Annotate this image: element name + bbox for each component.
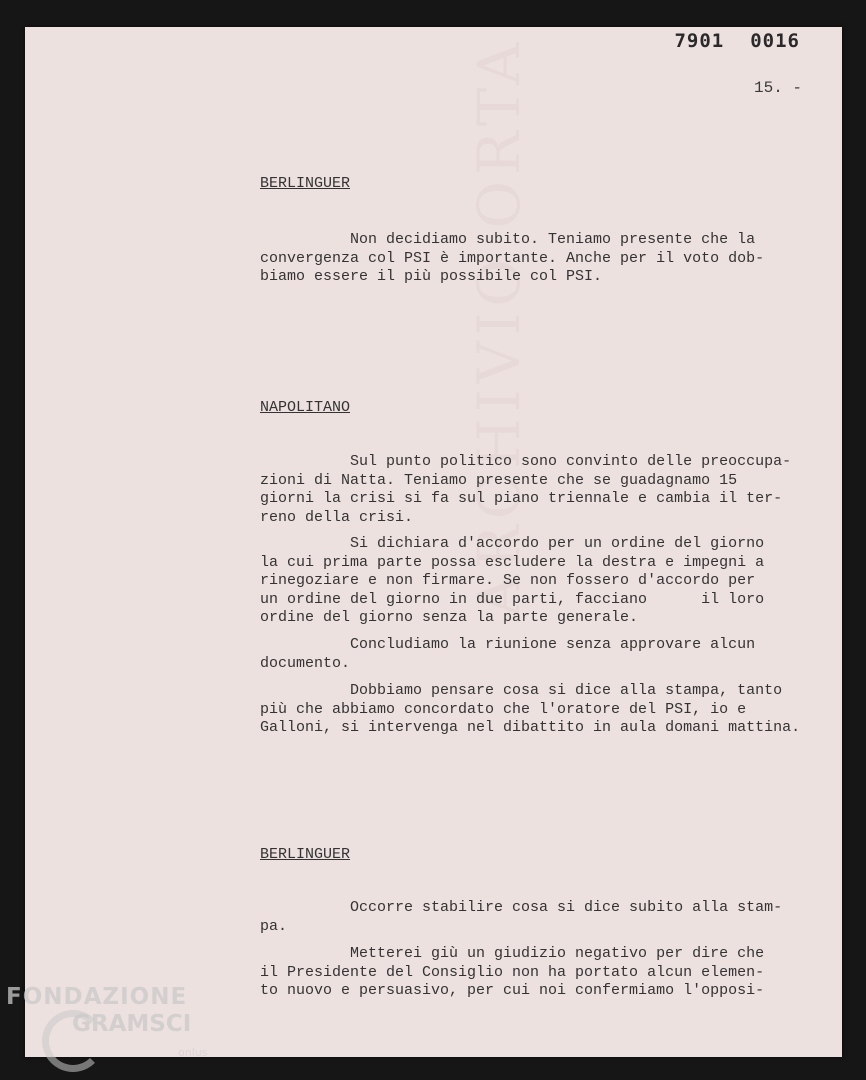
speaker-heading: BERLINGUER bbox=[260, 846, 351, 863]
paragraph: Concludiamo la riunione senza approvare alcun documento. bbox=[260, 636, 756, 672]
logo-ring-icon bbox=[42, 1010, 104, 1072]
logo-line-2: GRAMSCI bbox=[72, 1011, 192, 1037]
archive-watermark: ARCHIVIO ORTA bbox=[465, 37, 533, 617]
archive-series-number: 7901 bbox=[674, 30, 725, 52]
logo-line-3: onlus bbox=[178, 1046, 208, 1059]
paragraph: Si dichiara d'accordo per un ordine del giorno la cui prima parte possa escludere la destra e impegni a rinegoziare e non firmare. Se non fossero d'accordo per un ordine del giorno in due parti, facciano il loro ordine del giorno senza la parte generale. bbox=[260, 535, 765, 626]
paragraph: Sul punto politico sono convinto delle preoccupa- zioni di Natta. Teniamo presente che se guadagnamo 15 giorni la crisi si fa sul piano triennale e cambia il ter- reno della crisi. bbox=[260, 453, 792, 526]
archive-stamp bbox=[674, 30, 800, 52]
speaker-heading: BERLINGUER bbox=[260, 175, 351, 192]
paragraph: Occorre stabilire cosa si dice subito alla stam- pa. bbox=[260, 899, 783, 935]
paragraph: Non decidiamo subito. Teniamo presente che la convergenza col PSI è importante. Anche per il voto dob- biamo essere il più possibile col PSI. bbox=[260, 231, 765, 285]
page-number: 15. - bbox=[753, 79, 802, 97]
archive-frame-number: 0016 bbox=[750, 30, 800, 52]
logo-line-1: FONDAZIONE bbox=[6, 984, 188, 1010]
speaker-heading: NAPOLITANO bbox=[260, 399, 351, 416]
document-page bbox=[25, 27, 842, 1057]
paragraph: Dobbiamo pensare cosa si dice alla stampa, tanto più che abbiamo concordato che l'oratore del PSI, io e Galloni, si intervenga nel dibattito in aula domani mattina. bbox=[260, 682, 801, 736]
fondazione-gramsci-logo bbox=[6, 984, 208, 1059]
paragraph: Metterei giù un giudizio negativo per dire che il Presidente del Consiglio non ha portato alcun elemen- to nuovo e persuasivo, per cui noi confermiamo l'opposi- bbox=[260, 945, 765, 999]
